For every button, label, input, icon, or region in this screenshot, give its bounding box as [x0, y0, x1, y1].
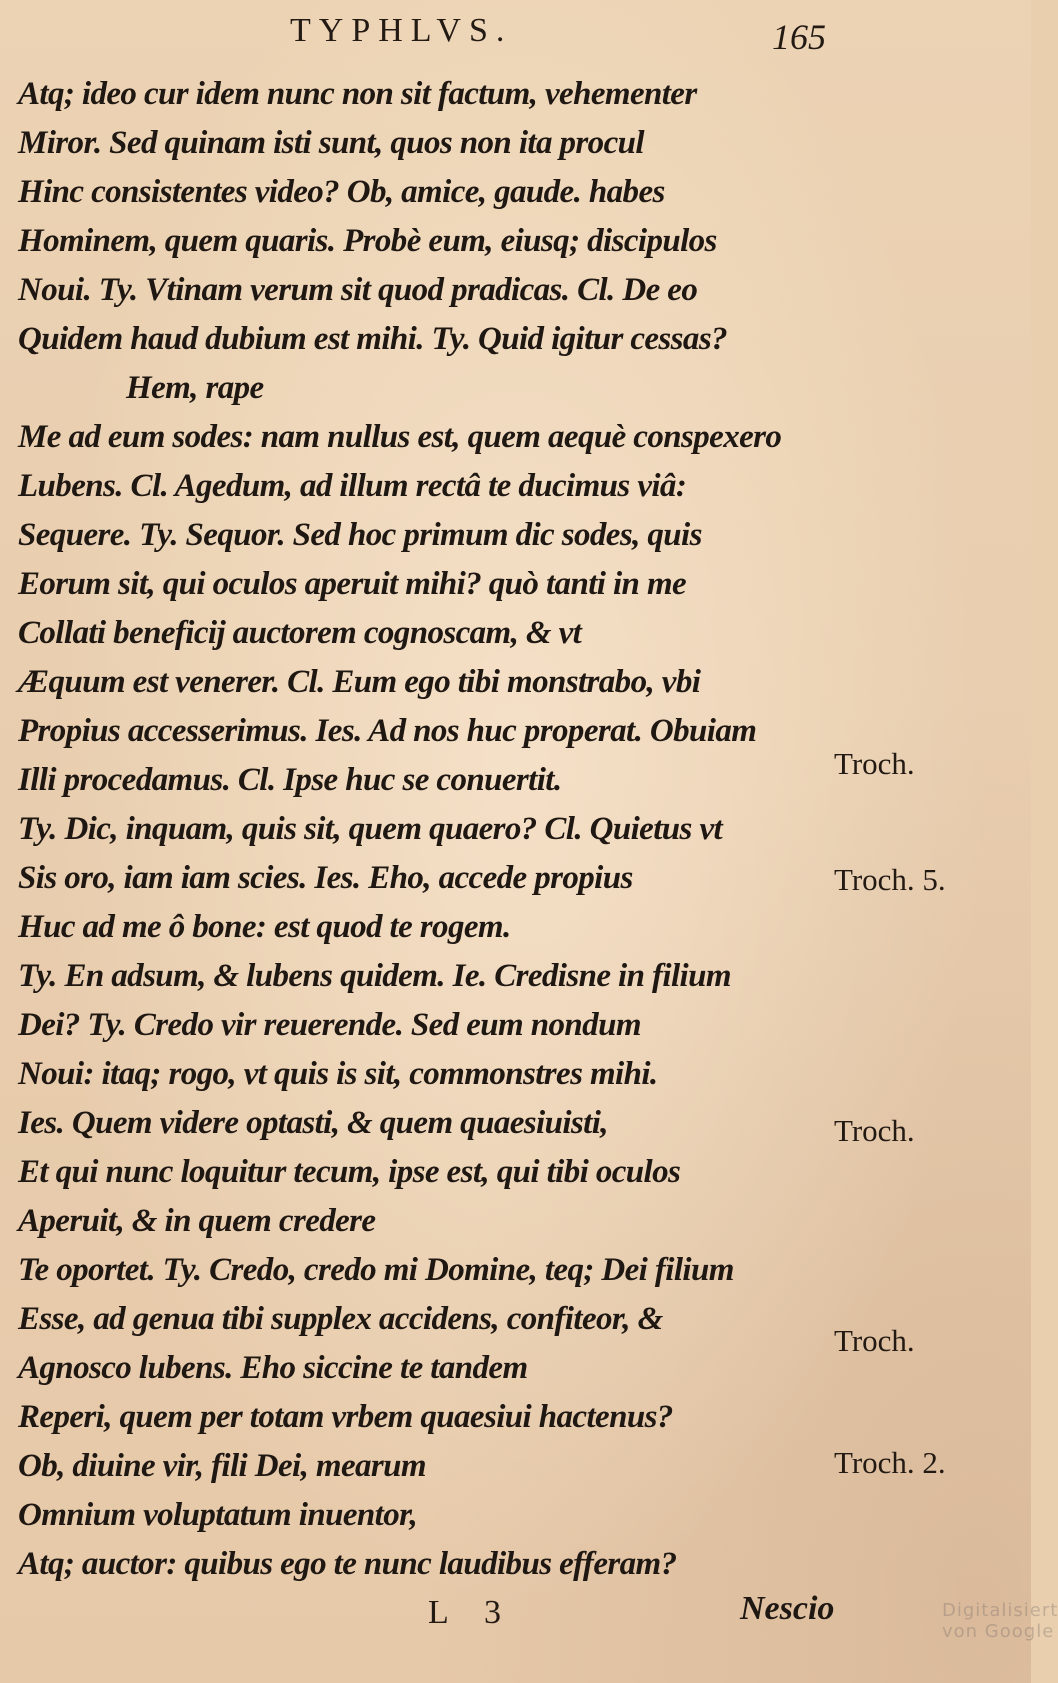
- text-line: Propius accesserimus. Ies. Ad nos huc properat. Obuiam: [18, 713, 757, 749]
- text-line: Aperuit, & in quem credere: [18, 1203, 376, 1239]
- signature-mark: L 3: [428, 1594, 516, 1631]
- margin-note-troch: Troch.: [834, 746, 915, 781]
- margin-note-troch: Troch. 2.: [834, 1445, 946, 1480]
- text-line: Ty. En adsum, & lubens quidem. Ie. Credisne in filium: [18, 958, 731, 994]
- catchword: Nescio: [740, 1590, 835, 1627]
- text-line: Noui. Ty. Vtinam verum sit quod pradicas. Cl. De eo: [18, 272, 698, 308]
- text-line: Me ad eum sodes: nam nullus est, quem aequè conspexero: [18, 419, 782, 455]
- text-line: Miror. Sed quinam isti sunt, quos non ita procul: [18, 125, 644, 161]
- text-line: Ty. Dic, inquam, quis sit, quem quaero? Cl. Quietus vt: [18, 811, 723, 847]
- text-line: Agnosco lubens. Eho siccine te tandem: [18, 1350, 528, 1386]
- text-line: Noui: itaq; rogo, vt quis is sit, commonstres mihi.: [18, 1056, 658, 1092]
- text-line: Esse, ad genua tibi supplex accidens, confiteor, &: [18, 1301, 663, 1337]
- text-line: Reperi, quem per totam vrbem quaesiui hactenus?: [18, 1399, 673, 1435]
- text-line: Sequere. Ty. Sequor. Sed hoc primum dic sodes, quis: [18, 517, 702, 553]
- text-line: Dei? Ty. Credo vir reuerende. Sed eum nondum: [18, 1007, 641, 1043]
- text-line: Quidem haud dubium est mihi. Ty. Quid igitur cessas?: [18, 321, 727, 357]
- running-head: TYPHLVS.: [290, 12, 513, 49]
- text-line: Atq; ideo cur idem nunc non sit factum, vehementer: [18, 76, 697, 112]
- text-line: Lubens. Cl. Agedum, ad illum rectâ te ducimus viâ:: [18, 468, 687, 504]
- verse-text-block: [18, 70, 828, 1589]
- text-line: Collati beneficij auctorem cognoscam, & vt: [18, 615, 582, 651]
- text-line: Et qui nunc loquitur tecum, ipse est, qui tibi oculos: [18, 1154, 681, 1190]
- text-line: Te oportet. Ty. Credo, credo mi Domine, teq; Dei filium: [18, 1252, 734, 1288]
- text-line-indented: Hem, rape: [126, 370, 264, 406]
- text-line: Atq; auctor: quibus ego te nunc laudibus efferam?: [18, 1546, 677, 1582]
- text-line: Ob, diuine vir, fili Dei, mearum: [18, 1448, 426, 1484]
- text-line: Æquum est venerer. Cl. Eum ego tibi monstrabo, vbi: [18, 664, 701, 700]
- page-number: 165: [772, 17, 826, 57]
- text-line: Hominem, quem quaris. Probè eum, eiusq; discipulos: [18, 223, 717, 259]
- margin-note-troch: Troch.: [834, 1323, 915, 1358]
- margin-note-troch: Troch.: [834, 1113, 915, 1148]
- digitization-watermark: Digitalisiert von Google: [942, 1600, 1058, 1642]
- text-line: Huc ad me ô bone: est quod te rogem.: [18, 909, 511, 945]
- text-line: Eorum sit, qui oculos aperuit mihi? quò tanti in me: [18, 566, 687, 602]
- text-line: Hinc consistentes video? Ob, amice, gaude. habes: [18, 174, 665, 210]
- text-line: Sis oro, iam iam scies. Ies. Eho, accede propius: [18, 860, 633, 896]
- text-line: Ies. Quem videre optasti, & quem quaesiuisti,: [18, 1105, 608, 1141]
- text-line: Omnium voluptatum inuentor,: [18, 1497, 418, 1533]
- text-line: Illi procedamus. Cl. Ipse huc se conuertit.: [18, 762, 562, 798]
- margin-note-troch: Troch. 5.: [834, 862, 946, 897]
